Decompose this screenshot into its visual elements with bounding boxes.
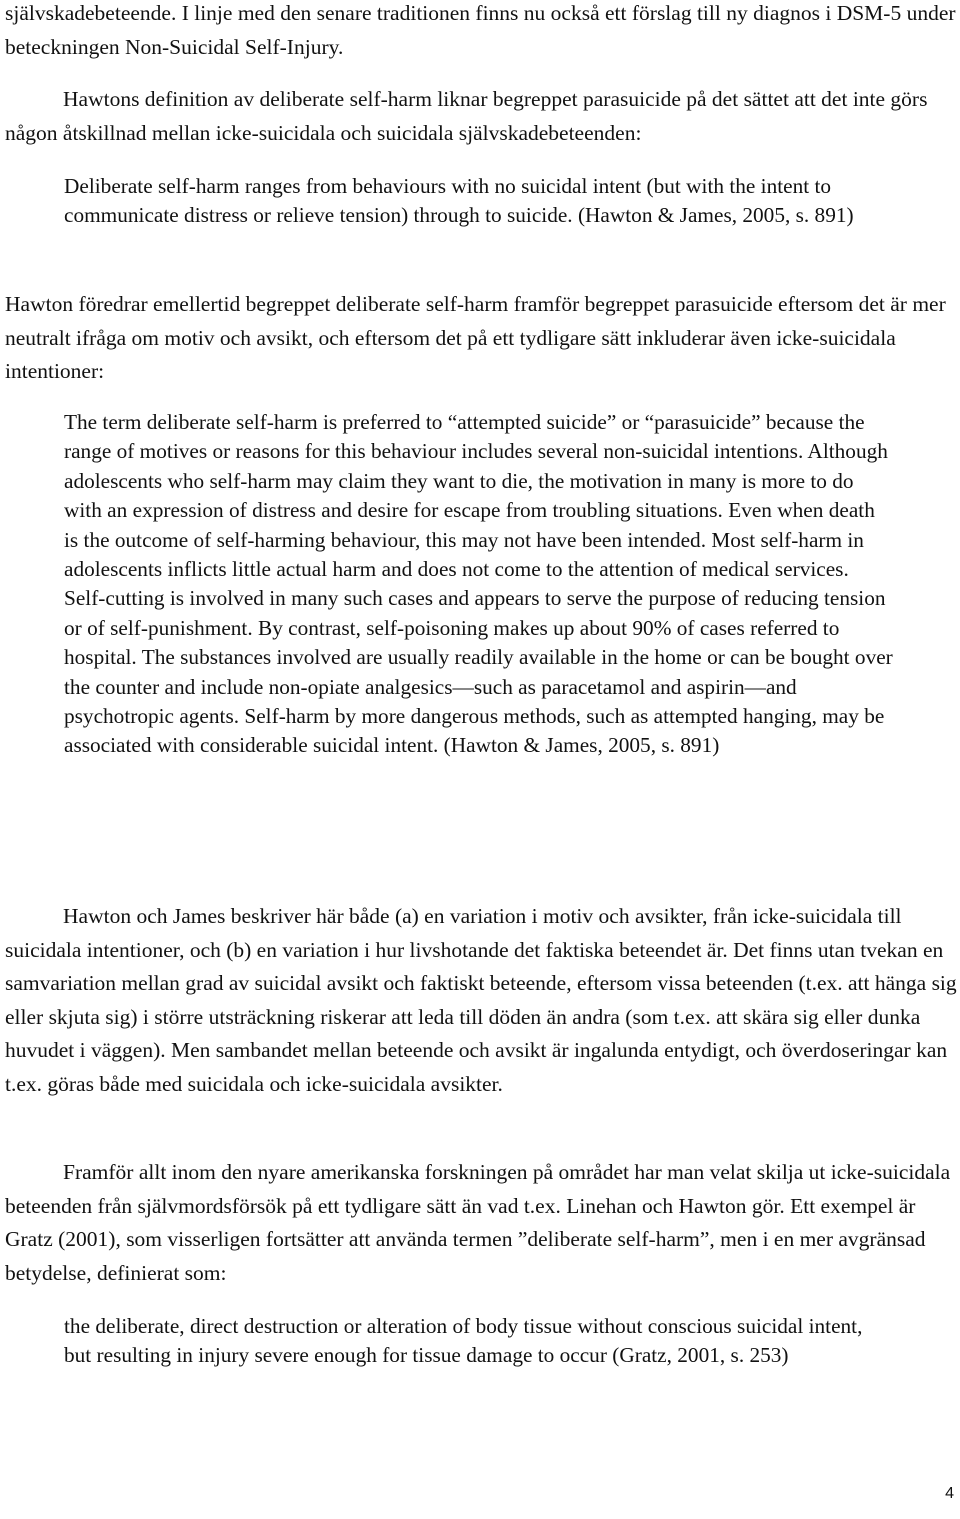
hawton-prefers-paragraph: Hawton föredrar emellertid begreppet deliberate self-harm framför begreppet parasuicide eftersom det är mer neutralt ifråga om motiv och avsikt, och eftersom det på ett tydligare sätt inkluderar även icke-suicidala intentioner: bbox=[5, 292, 946, 383]
intro-paragraph: självskadebeteende. I linje med den senare traditionen finns nu också ett förslag till ny diagnos i DSM-5 under beteckningen Non-Suicidal Self-Injury. bbox=[5, 1, 956, 59]
page-number: 4 bbox=[945, 1485, 954, 1502]
term-preferred-quote: The term deliberate self-harm is preferred to “attempted suicide” or “parasuicide” because the range of motives or reasons for this behaviour includes several non-suicidal intentions. Although adolescents who self-harm may claim they want to die, the motivation in many is more to do with an expression of distress and desire for escape from troubling situations. Even when death is the outcome of self-harming behaviour, this may not have been intended. Most self-harm in adolescents inflicts little actual harm and does not come to the attention of medical services. Self-cutting is involved in many such cases and appears to serve the purpose of reducing tension or of self-punishment. By contrast, self-poisoning makes up about 90% of cases referred to hospital. The substances involved are usually readily available in the home or can be bought over the counter and include non-opiate analgesics—such as paracetamol and aspirin—and psychotropic agents. Self-harm by more dangerous methods, such as attempted hanging, may be associated with considerable suicidal intent. (Hawton & James, 2005, s. 891) bbox=[64, 410, 893, 758]
american-research-paragraph: Framför allt inom den nyare amerikanska forskningen på området har man velat skilja ut icke-suicidala beteenden från självmordsförsök på ett tydligare sätt än vad t.ex. Linehan och Hawton gör. Ett exempel är Gratz (2001), som visserligen fortsätter att använda termen ”deliberate self-harm”, men i en mer avgränsad betydelse, definierat som: bbox=[5, 1160, 951, 1285]
hawton-james-paragraph: Hawton och James beskriver här både (a) en variation i motiv och avsikter, från icke-suicidala till suicidala intentioner, och (b) en variation i hur livshotande det faktiska beteendet är. Det finns utan tvekan en samvariation mellan grad av suicidal avsikt och faktiskt beteende, eftersom vissa beteenden (t.ex. att hänga sig eller skjuta sig) i större utsträckning riskerar att leda till döden än andra (som t.ex. att skära sig eller dunka huvudet i väggen). Men sambandet mellan beteende och avsikt är ingalunda entydigt, och överdoseringar kan t.ex. göras både med suicidala och icke-suicidala avsikter. bbox=[5, 904, 957, 1096]
gratz-definition-quote: the deliberate, direct destruction or alteration of body tissue without conscious suicidal intent, but resulting in injury severe enough for tissue damage to occur (Gratz, 2001, s. 253) bbox=[64, 1314, 863, 1368]
deliberate-self-harm-quote: Deliberate self-harm ranges from behaviours with no suicidal intent (but with the intent to communicate distress or relieve tension) through to suicide. (Hawton & James, 2005, s. 891) bbox=[64, 174, 854, 228]
hawton-definition-paragraph: Hawtons definition av deliberate self-harm liknar begreppet parasuicide på det sättet att det inte görs någon åtskillnad mellan icke-suicidala och suicidala självskadebeteenden: bbox=[5, 87, 928, 145]
